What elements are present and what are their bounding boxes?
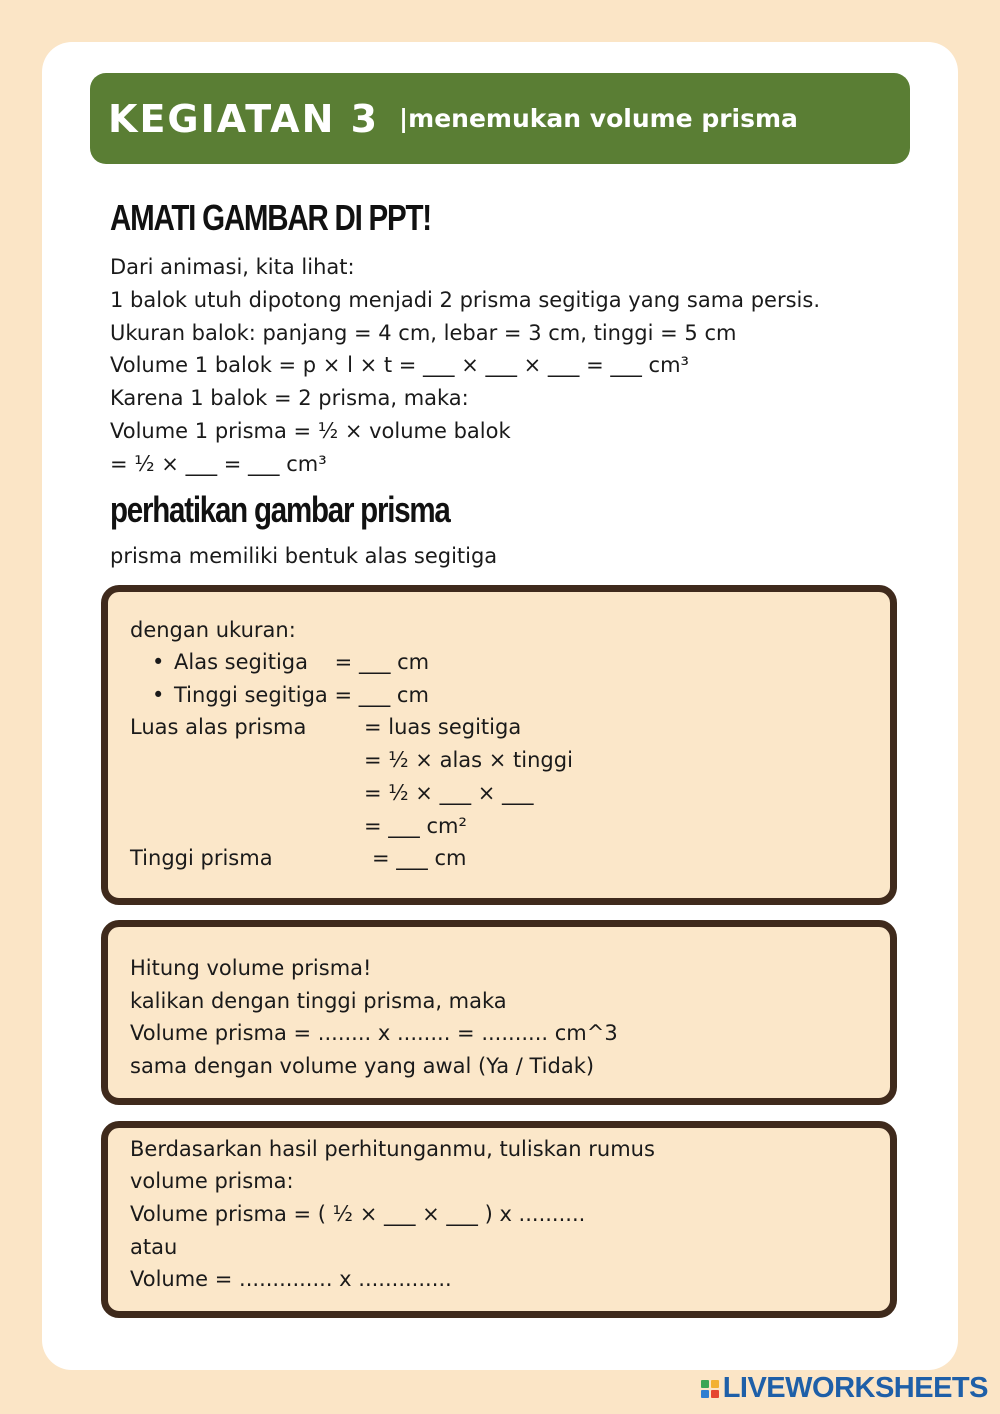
observe-line: Ukuran balok: panjang = 4 cm, lebar = 3 cm, tinggi = 5 cm [110, 321, 737, 345]
logo-icon [701, 1380, 719, 1398]
observe-line: Volume 1 prisma = ½ × volume balok [110, 419, 511, 443]
box1-luas-line: = luas segitiga [364, 715, 522, 739]
box2-line: kalikan dengan tinggi prisma, maka [130, 989, 507, 1013]
box1-tinggi-label: Tinggi prisma [130, 846, 273, 870]
box3-line: atau [130, 1235, 178, 1259]
prism-intro: prisma memiliki bentuk alas segitiga [110, 544, 498, 568]
observe-line: = ½ × ___ = ___ cm³ [110, 452, 327, 476]
liveworksheets-logo [701, 1372, 988, 1405]
box2-line: Volume prisma = ........ x ........ = .......... cm^3 [130, 1021, 618, 1045]
box1-tinggi-value: = ___ cm [372, 846, 467, 870]
box2-line: sama dengan volume yang awal (Ya / Tidak) [130, 1054, 595, 1078]
logo-text: LIVEWORKSHEETS [722, 1372, 988, 1404]
box3-line: Volume prisma = ( ½ × ___ × ___ ) x .......... [130, 1202, 586, 1226]
box1-luas-label: Luas alas prisma [130, 715, 307, 739]
box1-bullet: • Tinggi segitiga = ___ cm [174, 683, 429, 707]
box1-intro: dengan ukuran: [130, 618, 296, 642]
section-observe-title: AMATI GAMBAR DI PPT! [110, 197, 431, 238]
box3-line: Berdasarkan hasil perhitunganmu, tuliskan rumus [130, 1137, 655, 1161]
observe-line: Volume 1 balok = p × l × t = ___ × ___ × ___ = ___ cm³ [110, 353, 689, 377]
box1-bullet: • Alas segitiga = ___ cm [174, 650, 429, 674]
box3-line: volume prisma: [130, 1169, 294, 1193]
box1-luas-line: = ½ × ___ × ___ [364, 781, 534, 805]
observe-line: 1 balok utuh dipotong menjadi 2 prisma segitiga yang sama persis. [110, 288, 821, 312]
box3-line: Volume = .............. x .............. [130, 1267, 452, 1291]
observe-line: Karena 1 balok = 2 prisma, maka: [110, 386, 469, 410]
box1-luas-line: = ___ cm² [364, 814, 467, 838]
section-prism-title: perhatikan gambar prisma [110, 489, 450, 530]
activity-header [90, 73, 910, 164]
box2-line: Hitung volume prisma! [130, 956, 372, 980]
activity-subtitle: |menemukan volume prisma [399, 104, 798, 133]
activity-title: KEGIATAN 3 [108, 96, 380, 141]
observe-line: Dari animasi, kita lihat: [110, 255, 355, 279]
box1-luas-line: = ½ × alas × tinggi [364, 748, 573, 772]
